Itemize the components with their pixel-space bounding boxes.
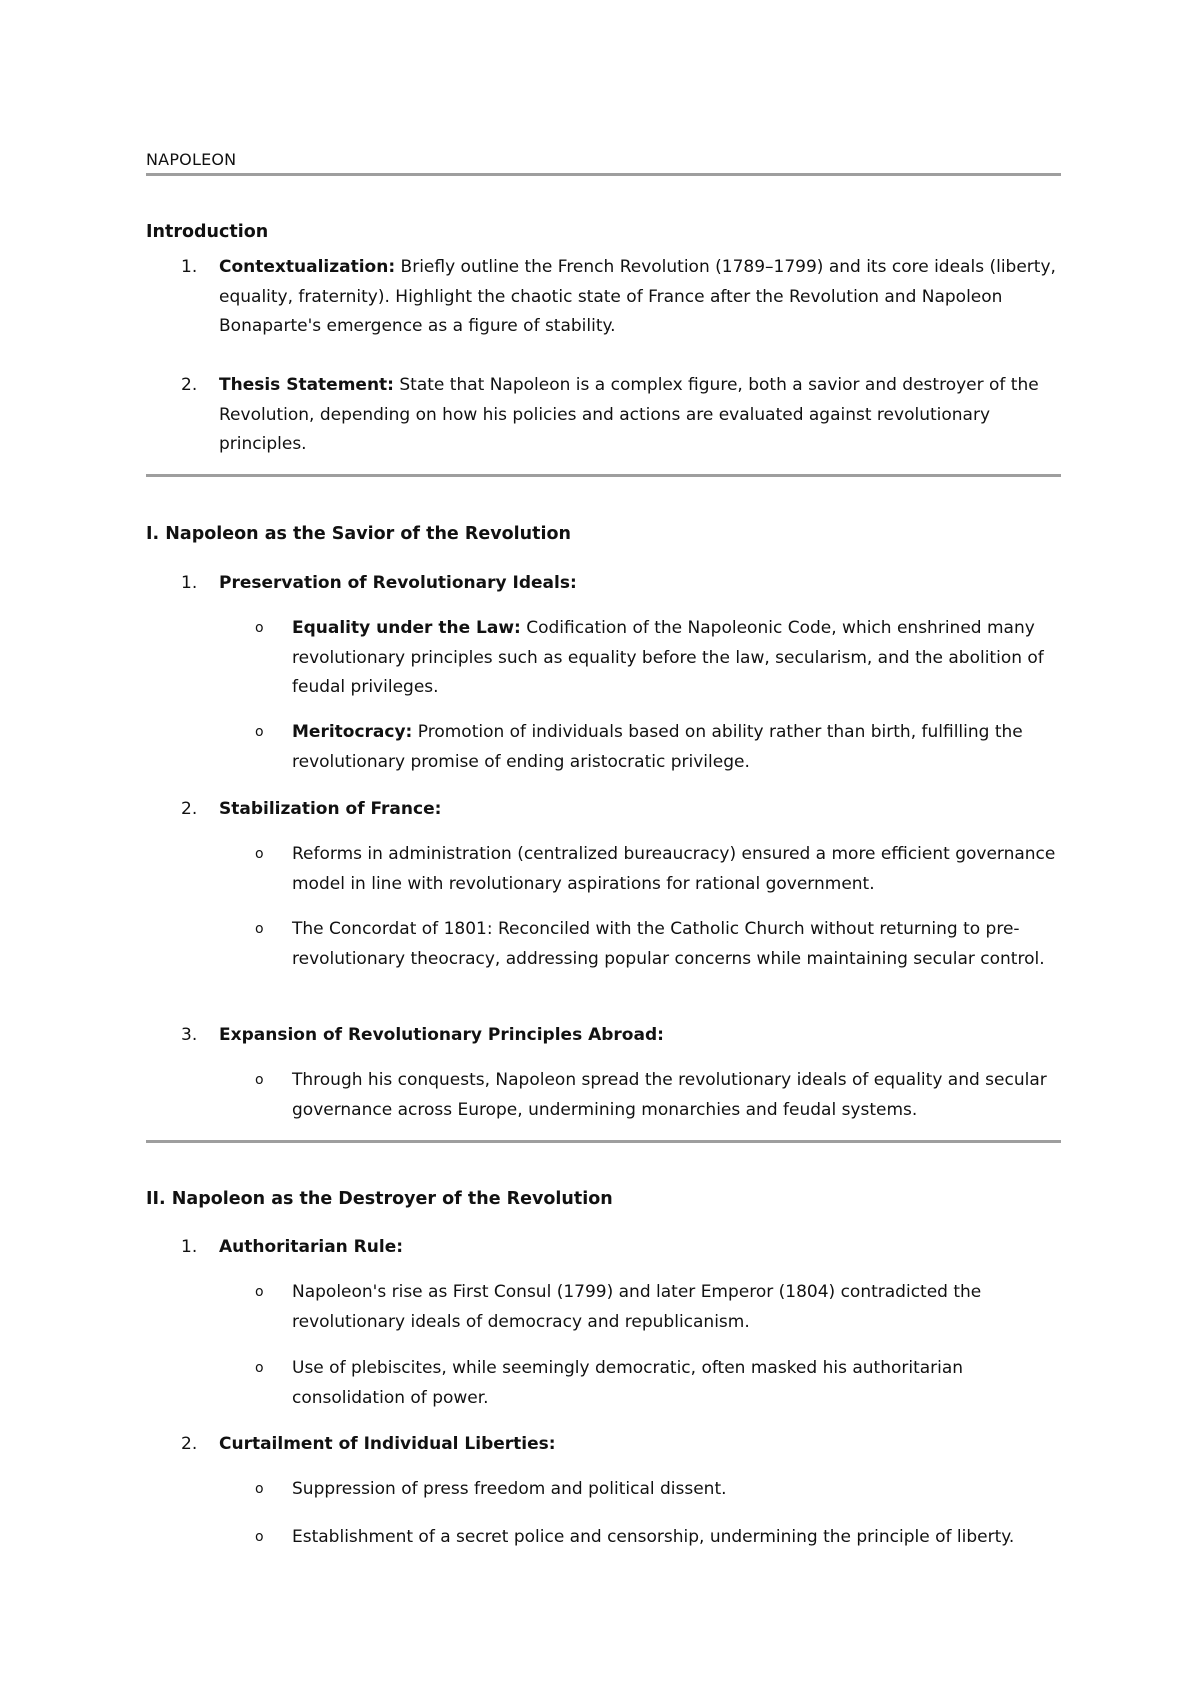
divider xyxy=(146,474,1061,477)
bullet-marker: o xyxy=(255,1481,264,1497)
bullet-body xyxy=(292,915,1061,974)
bullet-text: Through his conquests, Napoleon spread the revolutionary ideals of equality and secular governance across Europe, undermining monarchies and feudal systems. xyxy=(292,1070,1047,1120)
bullet-text: Suppression of press freedom and political dissent. xyxy=(292,1479,727,1499)
bullet-marker: o xyxy=(255,620,264,636)
bullet-marker: o xyxy=(255,1360,264,1376)
list-item-lead: Curtailment of Individual Liberties: xyxy=(219,1434,556,1454)
list-item-lead: Expansion of Revolutionary Principles Abroad: xyxy=(219,1025,664,1045)
list-item-lead: Preservation of Revolutionary Ideals: xyxy=(219,573,577,593)
bullet-marker: o xyxy=(255,921,264,937)
bullet-text: Napoleon's rise as First Consul (1799) and later Emperor (1804) contradicted the revolutionary ideals of democracy and republicanism. xyxy=(292,1282,982,1332)
bullet-body xyxy=(292,1278,1061,1337)
list-item-lead: Stabilization of France: xyxy=(219,799,442,819)
bullet-text: Codification of the Napoleonic Code, which enshrined many revolutionary principles such as equality before the law, secularism, and the abolition of feudal privileges. xyxy=(292,618,1044,697)
list-number: 2. xyxy=(181,799,198,819)
list-number: 3. xyxy=(181,1025,198,1045)
list-number: 1. xyxy=(181,1237,198,1257)
list-item-body xyxy=(219,1233,1061,1263)
bullet-body xyxy=(292,840,1061,899)
section-heading-introduction: Introduction xyxy=(146,222,269,242)
divider xyxy=(146,173,1061,176)
list-item-body xyxy=(219,1021,1061,1051)
list-item-lead: Authoritarian Rule: xyxy=(219,1237,404,1257)
list-item-lead: Contextualization: xyxy=(219,257,396,277)
bullet-body xyxy=(292,1354,1061,1413)
section-heading-savior: I. Napoleon as the Savior of the Revolution xyxy=(146,524,571,544)
list-number: 1. xyxy=(181,257,198,277)
list-item-body xyxy=(219,569,1061,599)
bullet-lead: Meritocracy: xyxy=(292,722,413,742)
list-item-body xyxy=(219,1430,1061,1460)
bullet-marker: o xyxy=(255,1072,264,1088)
bullet-text: The Concordat of 1801: Reconciled with the Catholic Church without returning to pre-revolutionary theocracy, addressing popular concerns while maintaining secular control. xyxy=(292,919,1045,969)
bullet-marker: o xyxy=(255,846,264,862)
list-item-body xyxy=(219,795,1061,825)
bullet-body xyxy=(292,614,1061,703)
bullet-marker: o xyxy=(255,724,264,740)
list-number: 2. xyxy=(181,1434,198,1454)
list-item-body xyxy=(219,253,1061,342)
bullet-body xyxy=(292,1066,1061,1125)
section-heading-destroyer: II. Napoleon as the Destroyer of the Revolution xyxy=(146,1189,613,1209)
bullet-lead: Equality under the Law: xyxy=(292,618,521,638)
document-title: NAPOLEON xyxy=(146,150,237,169)
list-item-lead: Thesis Statement: xyxy=(219,375,394,395)
bullet-marker: o xyxy=(255,1284,264,1300)
list-item-body xyxy=(219,371,1061,460)
list-item-text: Briefly outline the French Revolution (1789–1799) and its core ideals (liberty, equality, fraternity). Highlight the chaotic state of France after the Revolution and Napoleon Bonaparte's emergence as a figure of stability. xyxy=(219,257,1056,336)
bullet-marker: o xyxy=(255,1529,264,1545)
bullet-text: Reforms in administration (centralized bureaucracy) ensured a more efficient governance model in line with revolutionary aspirations for rational government. xyxy=(292,844,1056,894)
bullet-text: Use of plebiscites, while seemingly democratic, often masked his authoritarian consolidation of power. xyxy=(292,1358,964,1408)
list-item-text: State that Napoleon is a complex figure, both a savior and destroyer of the Revolution, depending on how his policies and actions are evaluated against revolutionary principles. xyxy=(219,375,1039,454)
list-number: 1. xyxy=(181,573,198,593)
bullet-body xyxy=(292,718,1061,777)
divider xyxy=(146,1140,1061,1143)
bullet-text: Promotion of individuals based on ability rather than birth, fulfilling the revolutionary promise of ending aristocratic privilege. xyxy=(292,722,1023,772)
list-number: 2. xyxy=(181,375,198,395)
bullet-body xyxy=(292,1475,1061,1505)
bullet-text: Establishment of a secret police and censorship, undermining the principle of liberty. xyxy=(292,1527,1015,1547)
bullet-body xyxy=(292,1523,1061,1553)
